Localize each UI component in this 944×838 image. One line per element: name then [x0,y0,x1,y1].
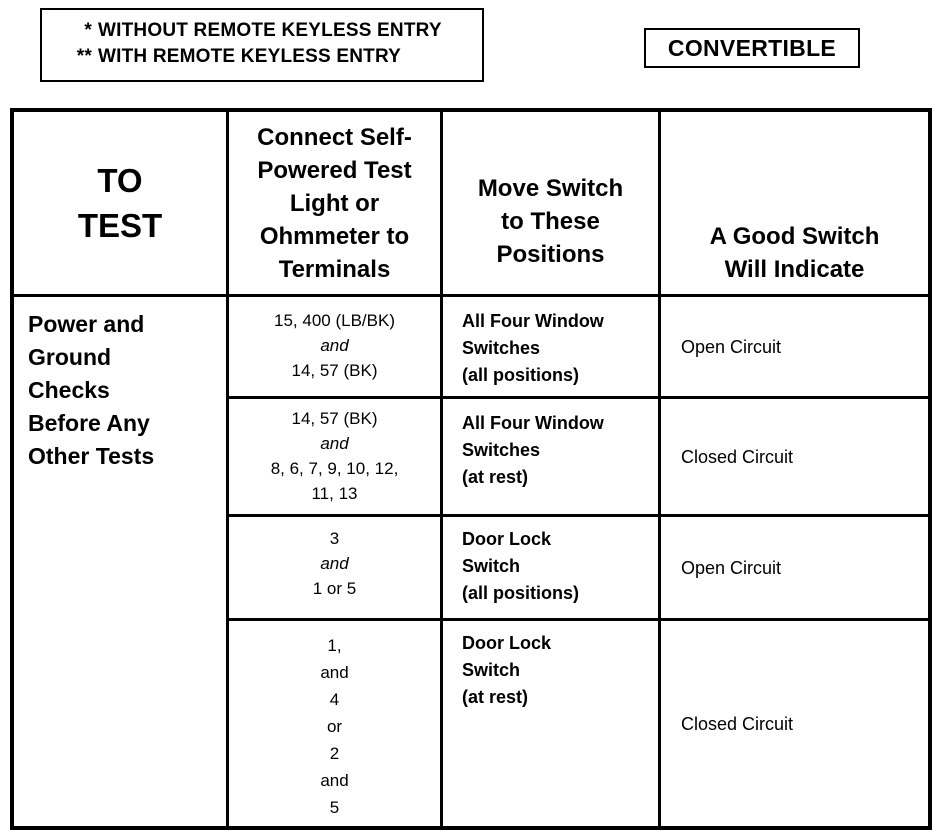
header-line: Ohmmeter to [259,222,410,250]
result-cell [661,297,928,396]
terminal-line: 14, 57 (BK) [291,409,378,428]
header-indicate [661,220,928,294]
terminal-connector: or [326,717,343,736]
header-line: TO [97,162,143,199]
result-text: Closed Circuit [681,713,794,734]
header-line: TEST [77,207,163,244]
header-line: to These [501,208,600,235]
row-label-line: Power and [28,311,145,337]
terminal-line: 5 [329,798,340,817]
legend-text: WITH REMOTE KEYLESS ENTRY [98,46,402,67]
row-label-line: Before Any [28,410,150,436]
header-line: Positions [496,241,605,268]
result-text: Open Circuit [681,557,782,578]
terminal-line: 4 [329,690,340,709]
terminal-line: 11, 13 [311,484,358,503]
header-line: Light or [289,189,380,217]
position-line: Switch [462,660,521,680]
terminal-connector: and [320,434,349,453]
position-line: All Four Window [462,413,604,433]
header-line: Will Indicate [724,256,865,283]
positions-cell [454,630,658,750]
terminal-line: 15, 400 (LB/BK) [274,311,395,330]
terminal-line: 1 or 5 [312,579,357,598]
terminal-connector: and [320,554,349,573]
row-label-line: Ground [28,344,112,370]
position-line: (all positions) [462,365,579,385]
header-line: Move Switch [477,175,624,202]
header-terminals [229,112,440,294]
position-line: Switches [462,338,541,358]
terminal-line: 1, [327,636,342,655]
legend-box [40,8,484,82]
result-cell [661,517,928,618]
header-line: Terminals [278,255,391,283]
position-line: (at rest) [462,687,529,707]
header-positions [443,172,658,294]
position-line: Switch [462,556,521,576]
terminal-line: 2 [329,744,340,763]
switch-test-table [10,108,932,830]
positions-cell [454,308,658,396]
terminal-connector: and [320,336,349,355]
result-text: Closed Circuit [681,446,794,467]
position-line: (all positions) [462,583,579,603]
position-line: (at rest) [462,467,529,487]
legend-item [52,44,482,70]
position-line: Door Lock [462,633,552,653]
terminal-connector: and [320,771,349,790]
header-line: A Good Switch [709,223,880,250]
terminal-line: 14, 57 (BK) [291,361,378,380]
row-label-power-ground [14,308,226,508]
positions-cell [454,526,658,618]
convertible-badge: CONVERTIBLE [644,28,860,68]
terminal-connector: and [320,663,349,682]
header-to-test [14,112,226,294]
terminals-cell [229,308,440,396]
position-line: Switches [462,440,541,460]
header-line: Powered Test [257,156,412,184]
legend-item [52,18,482,44]
terminals-cell [229,406,440,514]
terminal-line: 8, 6, 7, 9, 10, 12, [270,459,399,478]
legend-text: WITHOUT REMOTE KEYLESS ENTRY [98,20,442,41]
legend-mark: ** [76,46,92,67]
result-cell [661,621,928,826]
result-cell [661,399,928,514]
position-line: Door Lock [462,529,552,549]
terminals-cell [229,526,440,618]
header-line: Connect Self- [257,123,412,151]
legend-mark: * [84,20,92,41]
terminals-cell [229,632,440,826]
positions-cell [454,410,658,514]
position-line: All Four Window [462,311,604,331]
terminal-line: 3 [329,529,340,548]
result-text: Open Circuit [681,336,782,357]
row-label-line: Checks [28,377,110,403]
row-label-line: Other Tests [28,443,155,469]
